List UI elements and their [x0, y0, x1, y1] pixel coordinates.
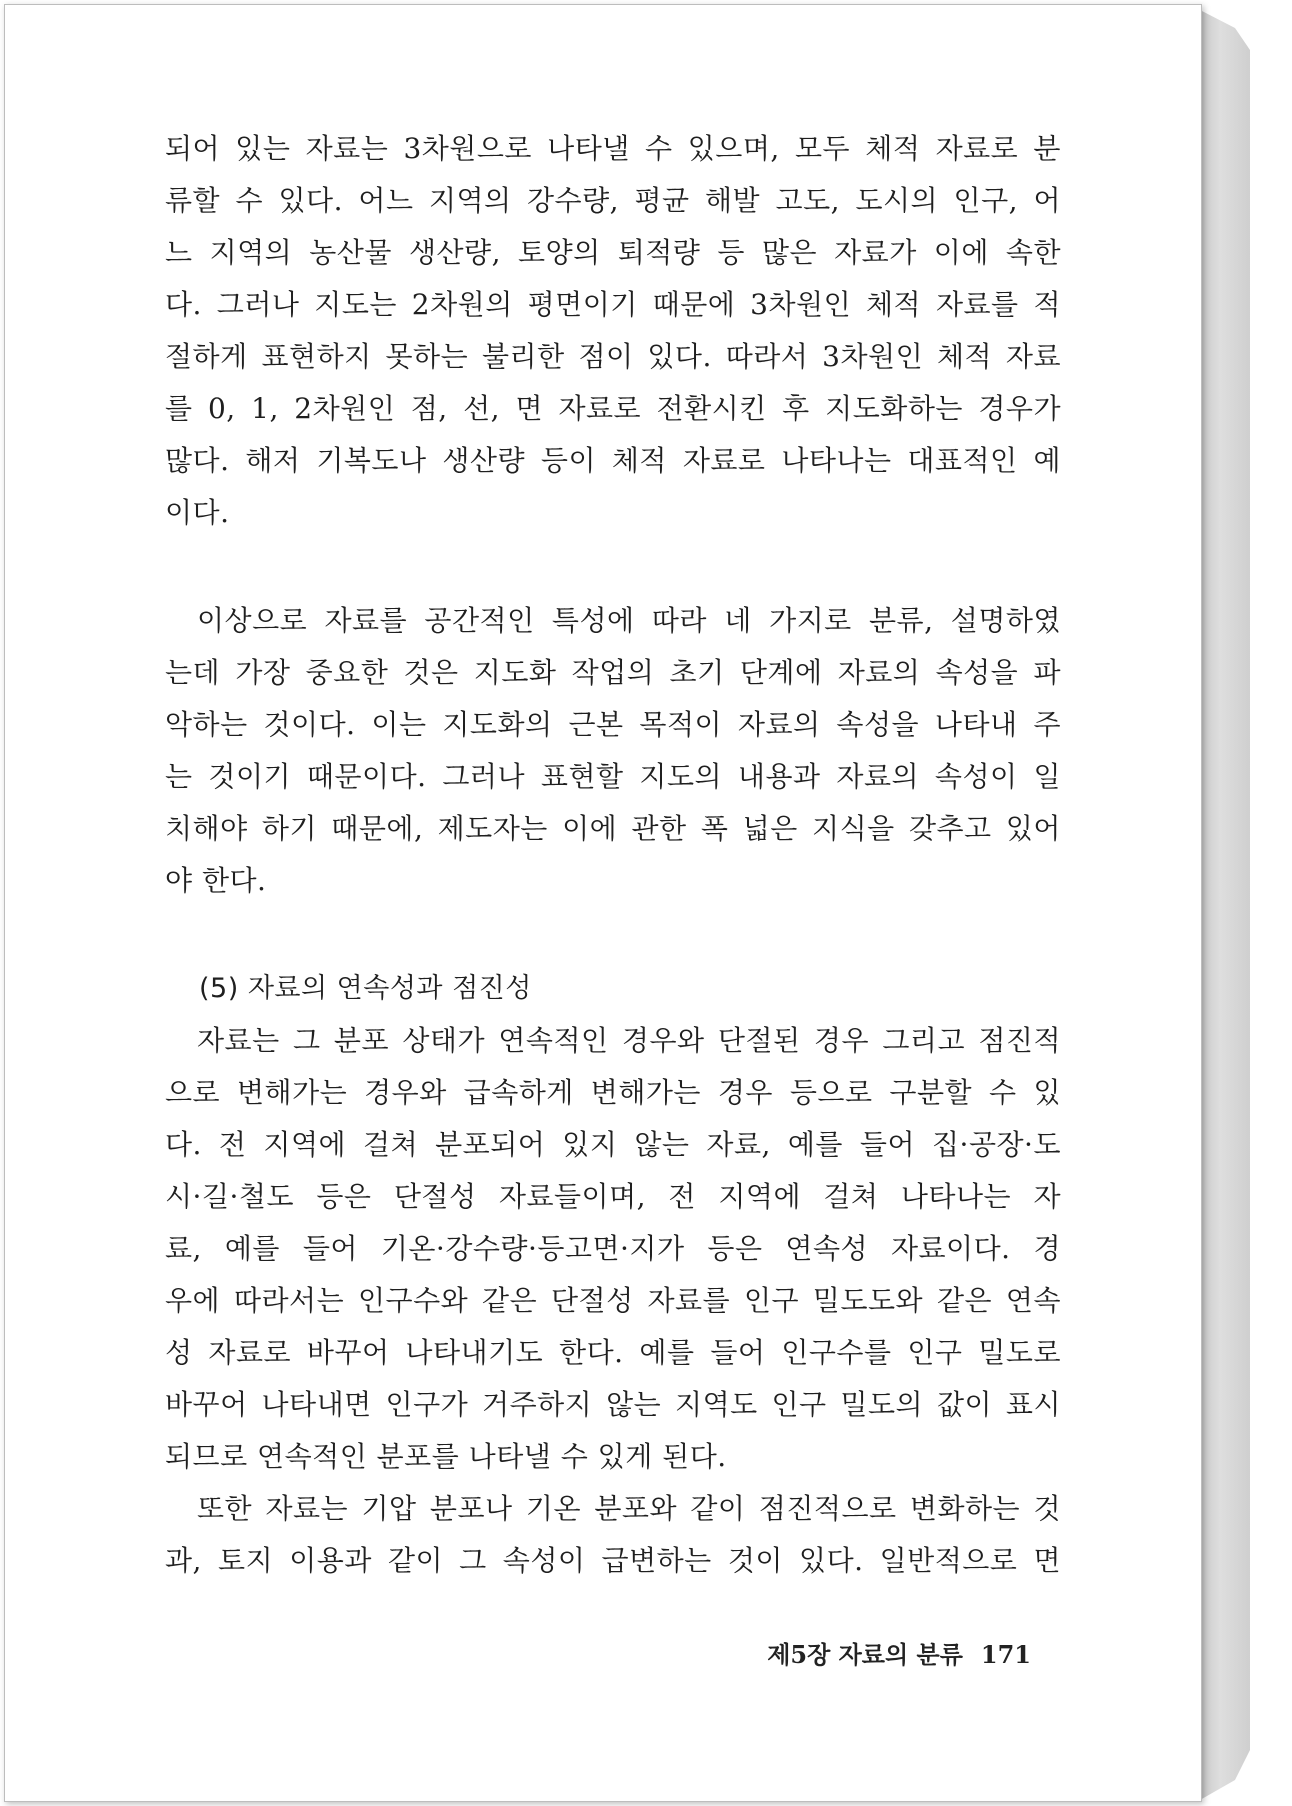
text-line: 우에 따라서는 인구수와 같은 단절성 자료를 인구 밀도도와 같은 연속 — [165, 1284, 1061, 1317]
paragraph — [165, 1483, 1061, 1587]
text-line: 성 자료로 바꾸어 나타내기도 한다. 예를 들어 인구수를 인구 밀도로 — [165, 1336, 1061, 1369]
text-line: 시·길·철도 등은 단절성 자료들이며, 전 지역에 걸쳐 나타나는 자 — [165, 1180, 1061, 1213]
text-line: 치해야 하기 때문에, 제도자는 이에 관한 폭 넓은 지식을 갖추고 있어 — [165, 812, 1061, 845]
text-line: 야 한다. — [165, 864, 267, 897]
text-line: 자료는 그 분포 상태가 연속적인 경우와 단절된 경우 그리고 점진적 — [197, 1024, 1061, 1057]
section-heading: (5) 자료의 연속성과 점진성 — [199, 973, 532, 1004]
paragraph-spacer — [165, 907, 1061, 963]
text-line: 바꾸어 나타내면 인구가 거주하지 않는 지역도 인구 밀도의 값이 표시 — [165, 1388, 1061, 1421]
book-edge — [1200, 10, 1250, 1800]
page-number: 171 — [980, 1640, 1031, 1669]
paragraph — [165, 595, 1061, 907]
text-line: 되므로 연속적인 분포를 나타낼 수 있게 된다. — [165, 1440, 727, 1473]
text-line: 으로 변해가는 경우와 급속하게 변해가는 경우 등으로 구분할 수 있 — [165, 1076, 1061, 1109]
paragraph-spacer — [165, 539, 1061, 595]
paragraph — [165, 1015, 1061, 1483]
text-line: 과, 토지 이용과 같이 그 속성이 급변하는 것이 있다. 일반적으로 면 — [165, 1544, 1061, 1577]
page-body — [165, 123, 1061, 1587]
text-line: 악하는 것이다. 이는 지도화의 근본 목적이 자료의 속성을 나타내 주 — [165, 708, 1061, 741]
text-line: 는 것이기 때문이다. 그러나 표현할 지도의 내용과 자료의 속성이 일 — [165, 760, 1061, 793]
text-line: 이상으로 자료를 공간적인 특성에 따라 네 가지로 분류, 설명하였 — [197, 604, 1061, 637]
text-line: 를 0, 1, 2차원인 점, 선, 면 자료로 전환시킨 후 지도화하는 경우가 — [165, 392, 1061, 425]
running-footer-chapter: 제5장 자료의 분류 — [767, 1640, 963, 1669]
book-page — [4, 4, 1202, 1802]
text-line: 절하게 표현하지 못하는 불리한 점이 있다. 따라서 3차원인 체적 자료 — [165, 340, 1061, 373]
paragraph — [165, 123, 1061, 539]
page-footer — [765, 1635, 1031, 1670]
text-line: 되어 있는 자료는 3차원으로 나타낼 수 있으며, 모두 체적 자료로 분 — [165, 132, 1061, 165]
text-line: 다. 그러나 지도는 2차원의 평면이기 때문에 3차원인 체적 자료를 적 — [165, 288, 1061, 321]
text-line: 많다. 해저 기복도나 생산량 등이 체적 자료로 나타나는 대표적인 예 — [165, 444, 1061, 477]
text-line: 느 지역의 농산물 생산량, 토양의 퇴적량 등 많은 자료가 이에 속한 — [165, 236, 1061, 269]
text-line: 는데 가장 중요한 것은 지도화 작업의 초기 단계에 자료의 속성을 파 — [165, 656, 1061, 689]
text-line: 이다. — [165, 496, 230, 529]
text-line: 류할 수 있다. 어느 지역의 강수량, 평균 해발 고도, 도시의 인구, 어 — [165, 184, 1061, 217]
text-line: 다. 전 지역에 걸쳐 분포되어 있지 않는 자료, 예를 들어 집·공장·도 — [165, 1128, 1061, 1161]
text-line: 또한 자료는 기압 분포나 기온 분포와 같이 점진적으로 변화하는 것 — [197, 1492, 1061, 1525]
text-line: 료, 예를 들어 기온·강수량·등고면·지가 등은 연속성 자료이다. 경 — [165, 1232, 1061, 1265]
